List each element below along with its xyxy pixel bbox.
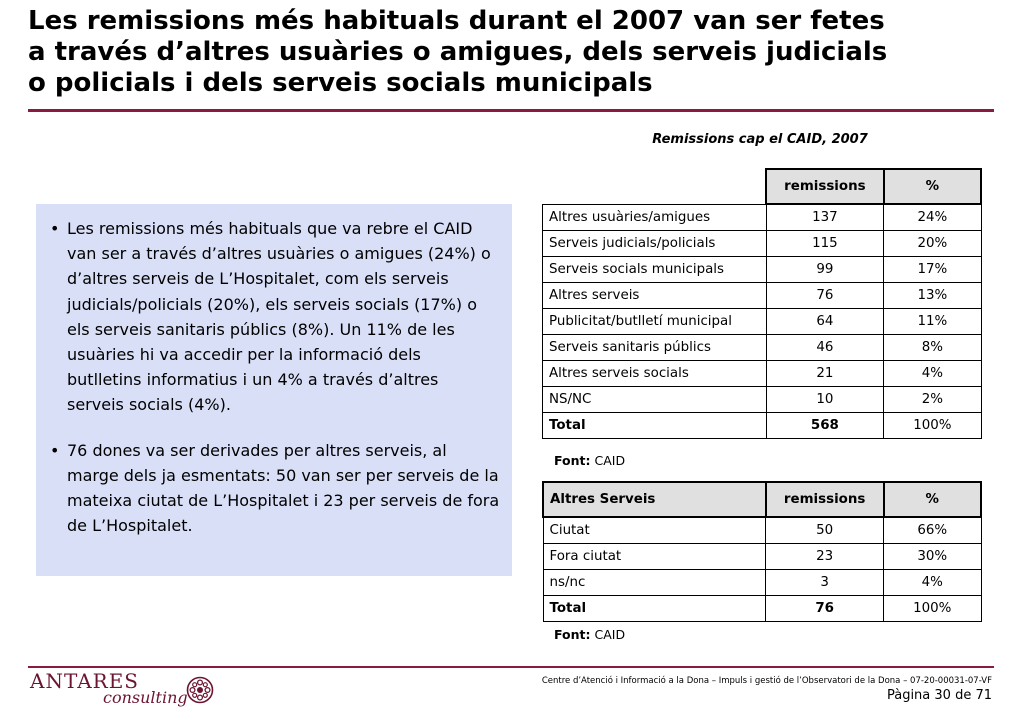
- row-percent: 20%: [884, 230, 981, 256]
- company-logo-subtitle: consulting: [103, 688, 188, 707]
- row-percent: 66%: [884, 517, 981, 543]
- total-label: Total: [543, 595, 766, 621]
- source-label: Font:: [554, 453, 591, 468]
- header-percent: %: [884, 482, 981, 517]
- row-label: Altres serveis: [543, 282, 767, 308]
- row-percent: 24%: [884, 204, 981, 230]
- total-count: 76: [766, 595, 884, 621]
- bullet-marker: •: [50, 440, 60, 460]
- total-percent: 100%: [884, 595, 981, 621]
- table-row: [543, 230, 982, 256]
- row-count: 3: [766, 569, 884, 595]
- remissions-table: [542, 168, 982, 439]
- table-row: [543, 569, 981, 595]
- bullet-marker: •: [50, 219, 60, 238]
- other-services-table: [542, 481, 982, 622]
- table-row: [543, 334, 982, 360]
- header-empty-cell: [543, 169, 767, 204]
- bullet-item: [50, 438, 500, 539]
- footer-divider: [28, 666, 994, 668]
- row-label: Serveis socials municipals: [543, 256, 767, 282]
- row-count: 10: [766, 386, 884, 412]
- total-percent: 100%: [884, 412, 981, 438]
- header-remissions: remissions: [766, 169, 884, 204]
- header-remissions: remissions: [766, 482, 884, 517]
- flower-logo-icon: [186, 676, 214, 704]
- row-label: ns/nc: [543, 569, 766, 595]
- table-caption: Remissions cap el CAID, 2007: [652, 132, 868, 147]
- row-count: 99: [766, 256, 884, 282]
- row-count: 23: [766, 543, 884, 569]
- row-percent: 11%: [884, 308, 981, 334]
- bullet-text: 76 dones va ser derivades per altres serveis, al marge dels ja esmentats: 50 van ser per serveis de la mateixa ciutat de L’Hospitalet i 23 per serveis de fora de L’Hospitalet.: [67, 440, 500, 536]
- row-label: Altres serveis socials: [543, 360, 767, 386]
- table-source-note: [554, 453, 625, 468]
- company-logo-name: ANTARES: [30, 669, 139, 693]
- header-label: Altres Serveis: [543, 482, 766, 517]
- row-label: Publicitat/butlletí municipal: [543, 308, 767, 334]
- bullet-text: Les remissions més habituals que va rebre el CAID van ser a través d’altres usuàries o amigues (24%) o d’altres serveis de L’Hospitalet, com els serveis judicials/policials (20%), els serveis socials (17%) o els serveis sanitaris públics (8%). Un 11% de les usuàries hi va accedir per la informació dels butlletins informatius i un 4% a través d’altres serveis socials (4%).: [67, 219, 491, 415]
- row-percent: 2%: [884, 386, 981, 412]
- table-header-row: [543, 169, 982, 204]
- table-total-row: [543, 595, 981, 621]
- bullet-item: [50, 216, 500, 418]
- source-value: CAID: [594, 453, 626, 468]
- row-count: 64: [766, 308, 884, 334]
- table-row: [543, 204, 982, 230]
- source-value: CAID: [594, 627, 626, 642]
- title-divider: [28, 109, 994, 112]
- row-label: Altres usuàries/amigues: [543, 204, 767, 230]
- summary-panel: [36, 204, 512, 576]
- row-label: Serveis judicials/policials: [543, 230, 767, 256]
- row-percent: 4%: [884, 360, 981, 386]
- source-label: Font:: [554, 627, 591, 642]
- page-number: Pàgina 30 de 71: [886, 688, 992, 703]
- row-label: Fora ciutat: [543, 543, 766, 569]
- row-count: 137: [766, 204, 884, 230]
- table-row: [543, 360, 982, 386]
- total-count: 568: [766, 412, 884, 438]
- row-percent: 17%: [884, 256, 981, 282]
- header-percent: %: [884, 169, 981, 204]
- row-count: 46: [766, 334, 884, 360]
- table-row: [543, 543, 981, 569]
- table-source-note: [554, 627, 625, 642]
- row-label: NS/NC: [543, 386, 767, 412]
- row-label: Ciutat: [543, 517, 766, 543]
- row-percent: 13%: [884, 282, 981, 308]
- table-row: [543, 308, 982, 334]
- title-line-1: Les remissions més habituals durant el 2007 van ser fetes: [28, 6, 885, 36]
- row-count: 50: [766, 517, 884, 543]
- row-percent: 30%: [884, 543, 981, 569]
- row-percent: 8%: [884, 334, 981, 360]
- table-row: [543, 256, 982, 282]
- table-header-row: [543, 482, 981, 517]
- table-total-row: [543, 412, 982, 438]
- row-percent: 4%: [884, 569, 981, 595]
- row-count: 21: [766, 360, 884, 386]
- title-line-2: a través d’altres usuàries o amigues, dels serveis judicials: [28, 37, 888, 67]
- table-row: [543, 282, 982, 308]
- table-row: [543, 517, 981, 543]
- document-reference: Centre d’Atenció i Informació a la Dona – Impuls i gestió de l’Observatori de la Dona – 07-20-00031-07-VF: [541, 676, 992, 686]
- table-row: [543, 386, 982, 412]
- row-count: 115: [766, 230, 884, 256]
- row-label: Serveis sanitaris públics: [543, 334, 767, 360]
- page-title: [28, 6, 1008, 99]
- total-label: Total: [543, 412, 767, 438]
- title-line-3: o policials i dels serveis socials municipals: [28, 68, 653, 98]
- row-count: 76: [766, 282, 884, 308]
